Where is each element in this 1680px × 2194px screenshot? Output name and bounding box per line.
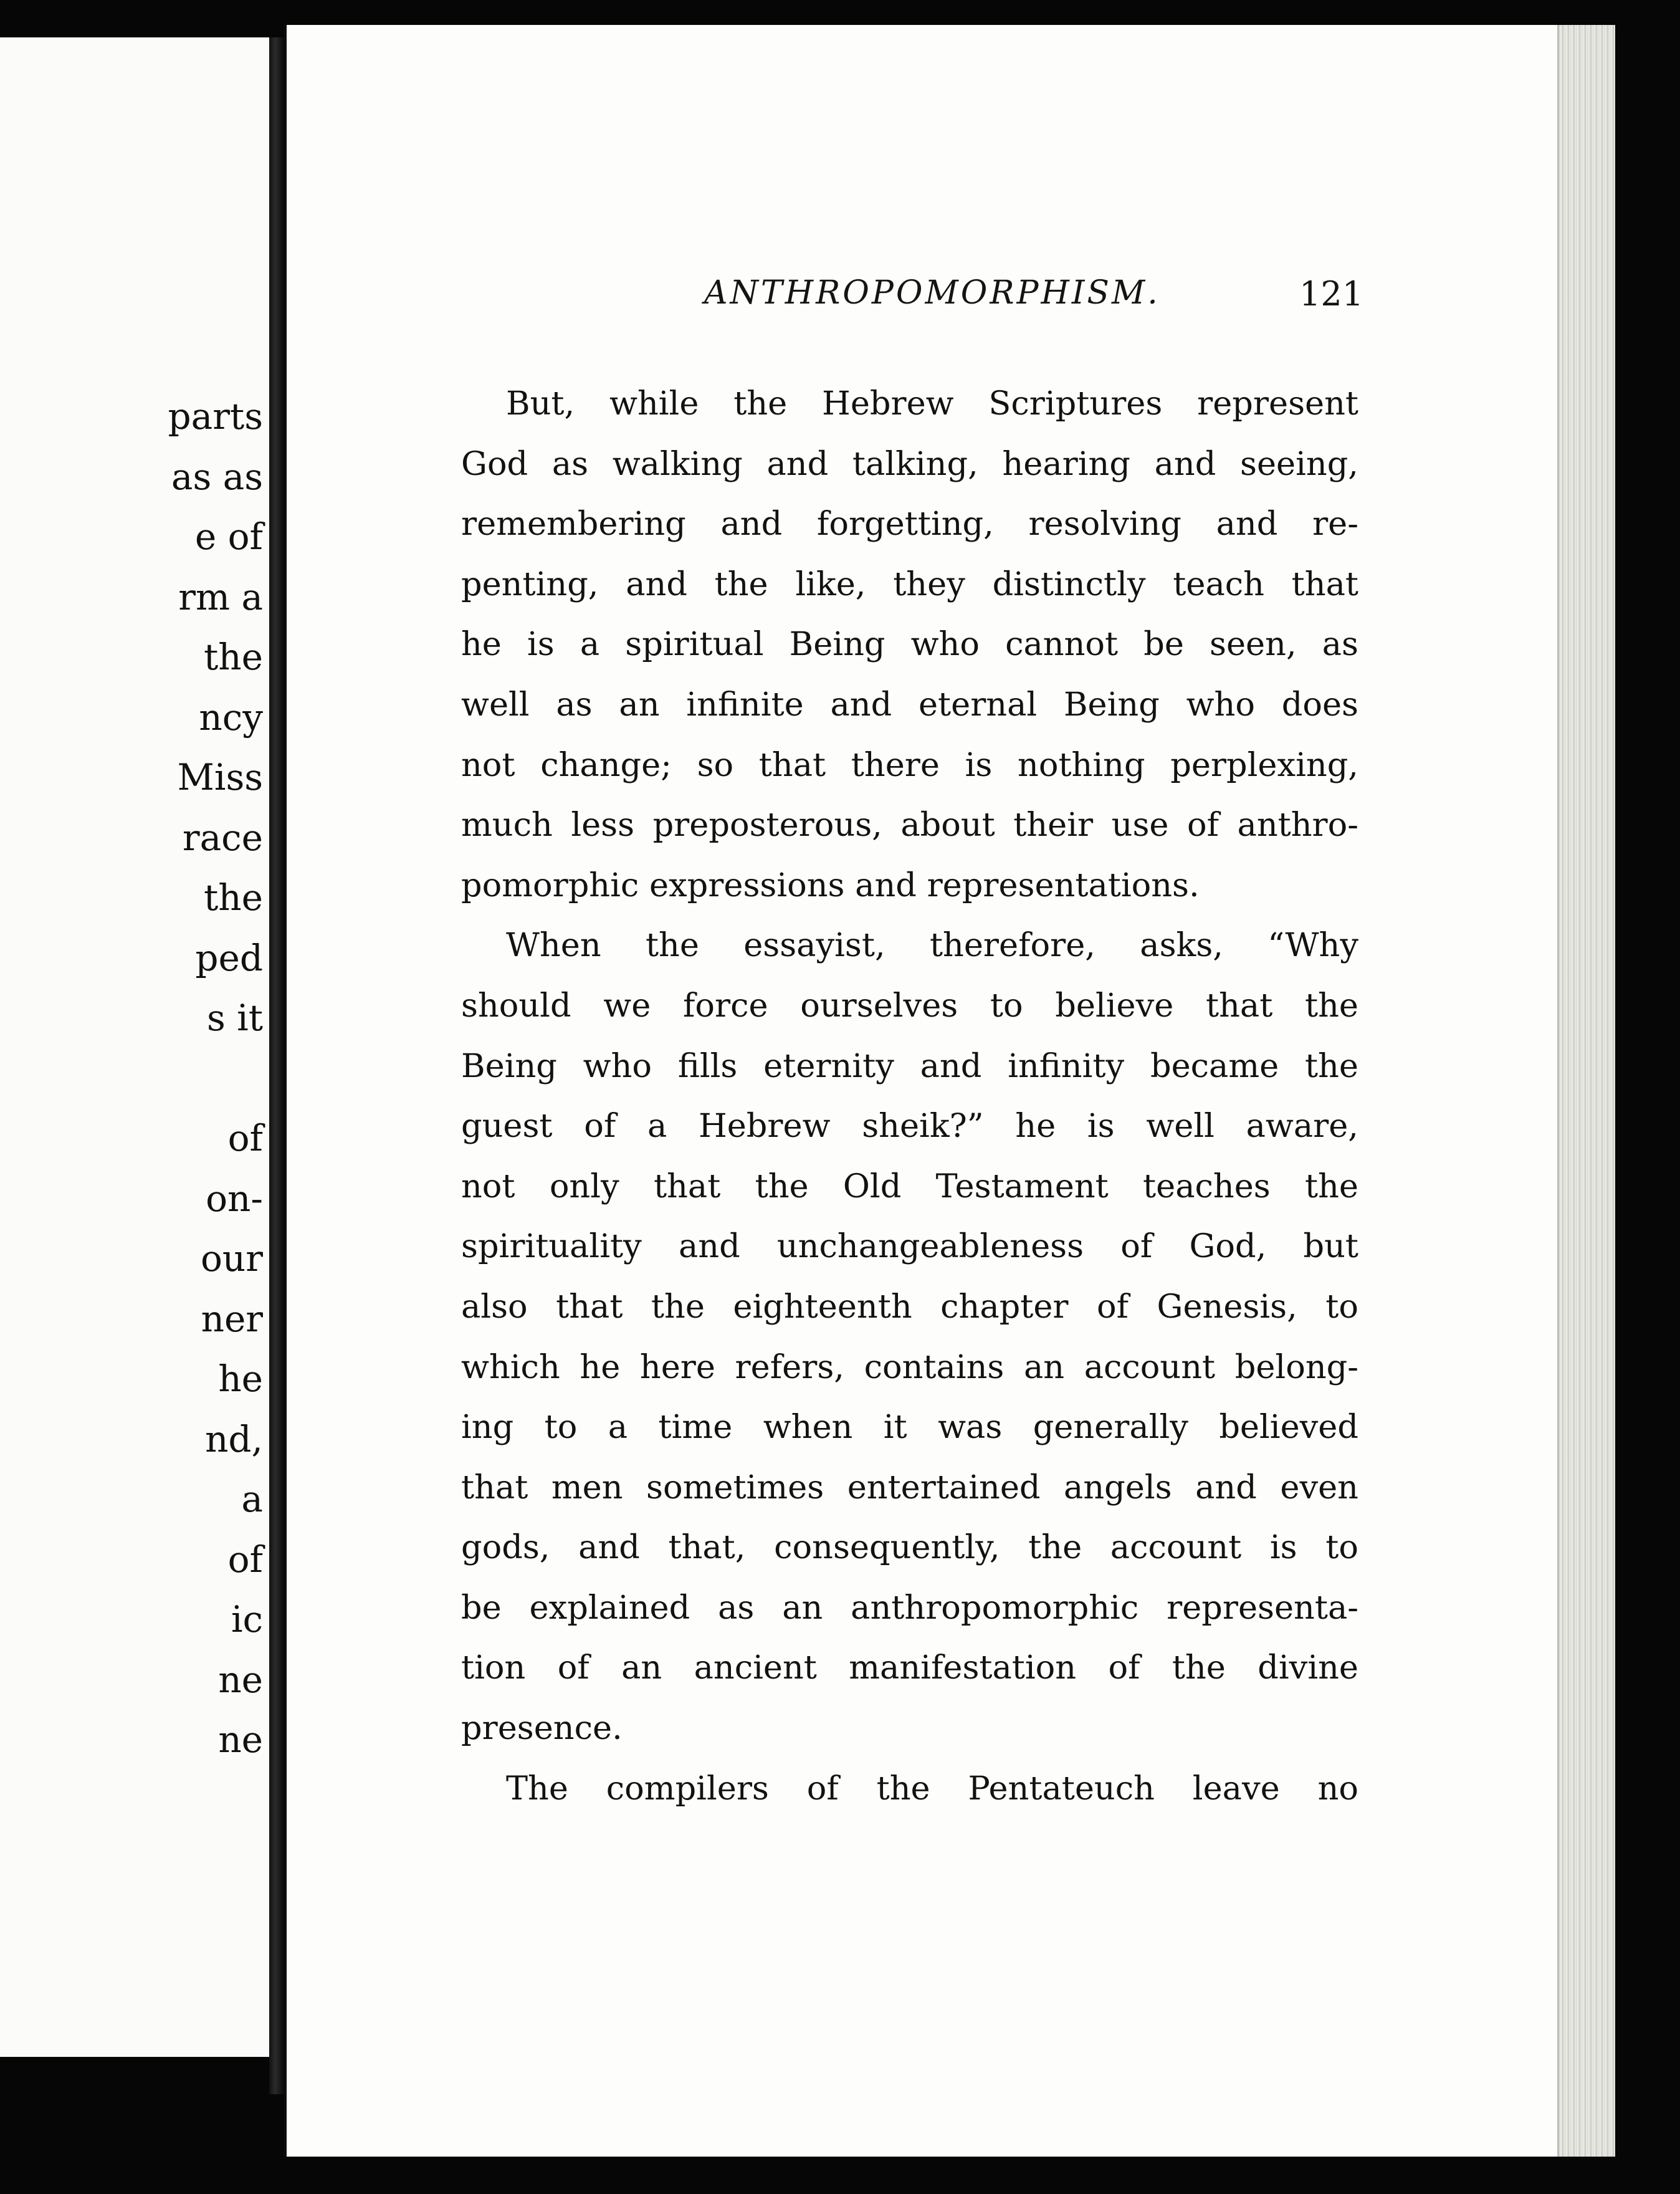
left-line: a: [241, 1478, 263, 1520]
text-line: tion of an ancient manifestation of the divine: [461, 1649, 1358, 1687]
text-line: he is a spiritual Being who cannot be seen, as: [461, 625, 1358, 664]
text-line: that men sometimes entertained angels and even: [461, 1468, 1358, 1507]
left-line: as as: [171, 455, 263, 498]
text-line: spirituality and unchangeableness of God, but: [461, 1227, 1358, 1266]
left-line: Miss: [177, 756, 263, 798]
left-line: the: [204, 876, 263, 919]
left-line: nd,: [205, 1417, 263, 1460]
left-line: parts: [168, 395, 263, 438]
left-line: rm a: [178, 575, 263, 618]
left-line: ic: [231, 1598, 263, 1641]
text-line: much less preposterous, about their use of anthro-: [461, 806, 1358, 845]
text-line: remembering and forgetting, resolving and re-: [461, 505, 1358, 544]
text-line: The compilers of the Pentateuch leave no: [506, 1769, 1358, 1808]
left-line: ne: [218, 1658, 263, 1701]
text-line: gods, and that, consequently, the account is to: [461, 1528, 1358, 1567]
text-line: also that the eighteenth chapter of Genesis, to: [461, 1287, 1358, 1326]
text-line: which he here refers, contains an account belong-: [461, 1348, 1358, 1386]
book-gutter: [269, 37, 284, 2094]
text-line: not change; so that there is nothing perplexing,: [461, 745, 1358, 784]
body-text: [461, 374, 1358, 1819]
page-number: 121: [1299, 274, 1364, 314]
left-line: the: [204, 636, 263, 678]
left-page: [0, 37, 273, 2057]
left-line: ped: [195, 936, 263, 979]
text-line: penting, and the like, they distinctly teach that: [461, 565, 1358, 603]
text-line: ing to a time when it was generally believed: [461, 1408, 1358, 1447]
left-line: of: [227, 1117, 263, 1159]
text-line: well as an infinite and eternal Being who does: [461, 685, 1358, 724]
left-line: [0, 1048, 263, 1109]
left-line: ner: [201, 1297, 263, 1340]
text-line: presence.: [461, 1709, 623, 1748]
page-header: [424, 274, 1364, 324]
page-edges: [1557, 25, 1615, 2157]
text-line: Being who fills eternity and infinity became the: [461, 1047, 1358, 1085]
left-line: our: [201, 1237, 263, 1280]
left-line: on-: [206, 1177, 263, 1220]
text-line: God as walking and talking, hearing and seeing,: [461, 444, 1358, 483]
left-line: e of: [194, 515, 263, 558]
text-line: When the essayist, therefore, asks, “Why: [506, 926, 1358, 965]
left-line: ncy: [199, 696, 263, 739]
left-line: ne: [218, 1718, 263, 1761]
text-line: not only that the Old Testament teaches the: [461, 1167, 1358, 1205]
left-line: s it: [206, 997, 263, 1039]
text-line: But, while the Hebrew Scriptures represent: [506, 385, 1358, 423]
text-line: be explained as an anthropomorphic representa-: [461, 1588, 1358, 1627]
text-line: guest of a Hebrew sheik?” he is well aware,: [461, 1107, 1358, 1146]
text-line: should we force ourselves to believe that the: [461, 986, 1358, 1025]
left-line: he: [218, 1358, 263, 1400]
left-line: race: [182, 816, 263, 859]
running-head: ANTHROPOMORPHISM.: [704, 274, 1160, 312]
left-page-text: [0, 386, 269, 1770]
text-line: pomorphic expressions and representations.: [461, 866, 1200, 904]
left-line: of: [227, 1538, 263, 1581]
